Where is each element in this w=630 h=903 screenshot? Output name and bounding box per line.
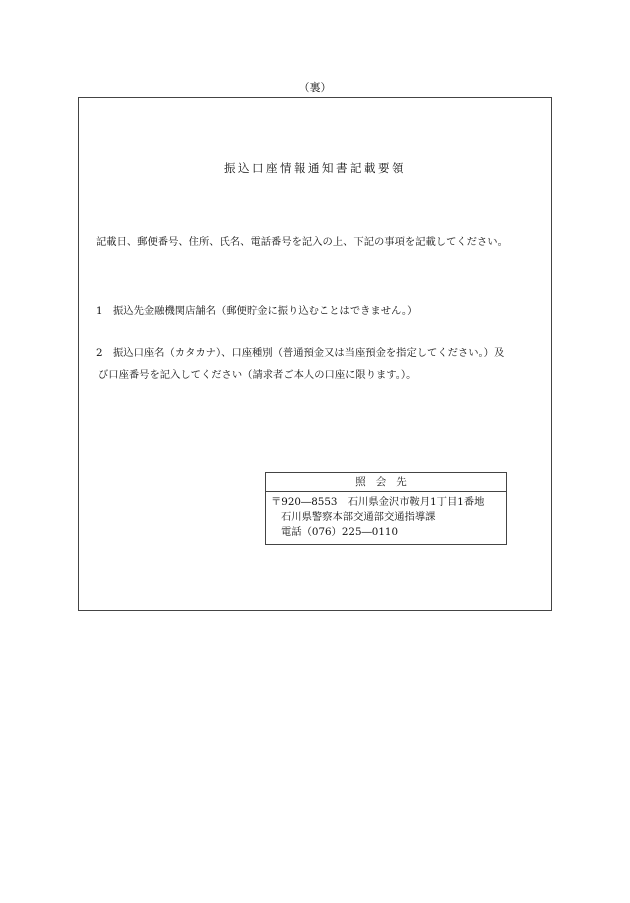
document-frame — [78, 97, 552, 611]
document-title: 振込口座情報通知書記載要領 — [224, 161, 406, 175]
contact-body — [266, 492, 506, 540]
instruction-item-1 — [96, 300, 417, 322]
intro-text: 記載日、郵便番号、住所、氏名、電話番号を記入の上、下記の事項を記載してください。 — [96, 236, 508, 248]
item-text: 振込先金融機関店舗名（郵便貯金に振り込むことはできません。） — [113, 305, 418, 317]
contact-address: 〒920―8553 石川県金沢市鞍月1丁目1番地 — [271, 496, 485, 508]
instruction-item-2 — [96, 342, 504, 386]
item-number: 2 — [96, 347, 103, 359]
contact-phone: 電話（076）225―0110 — [281, 526, 398, 538]
contact-department: 石川県警察本部交通部交通指導課 — [281, 511, 436, 523]
contact-heading: 照会先 — [266, 473, 506, 492]
page-side-label: （裏） — [298, 81, 332, 94]
item-text: 振込口座名（カタカナ）、口座種別（普通預金又は当座預金を指定してください。）及 — [113, 347, 505, 359]
contact-box — [265, 472, 507, 545]
item-number: 1 — [96, 305, 103, 317]
item-text-continued: び口座番号を記入してください（請求者ご本人の口座に限ります。）。 — [98, 369, 417, 381]
